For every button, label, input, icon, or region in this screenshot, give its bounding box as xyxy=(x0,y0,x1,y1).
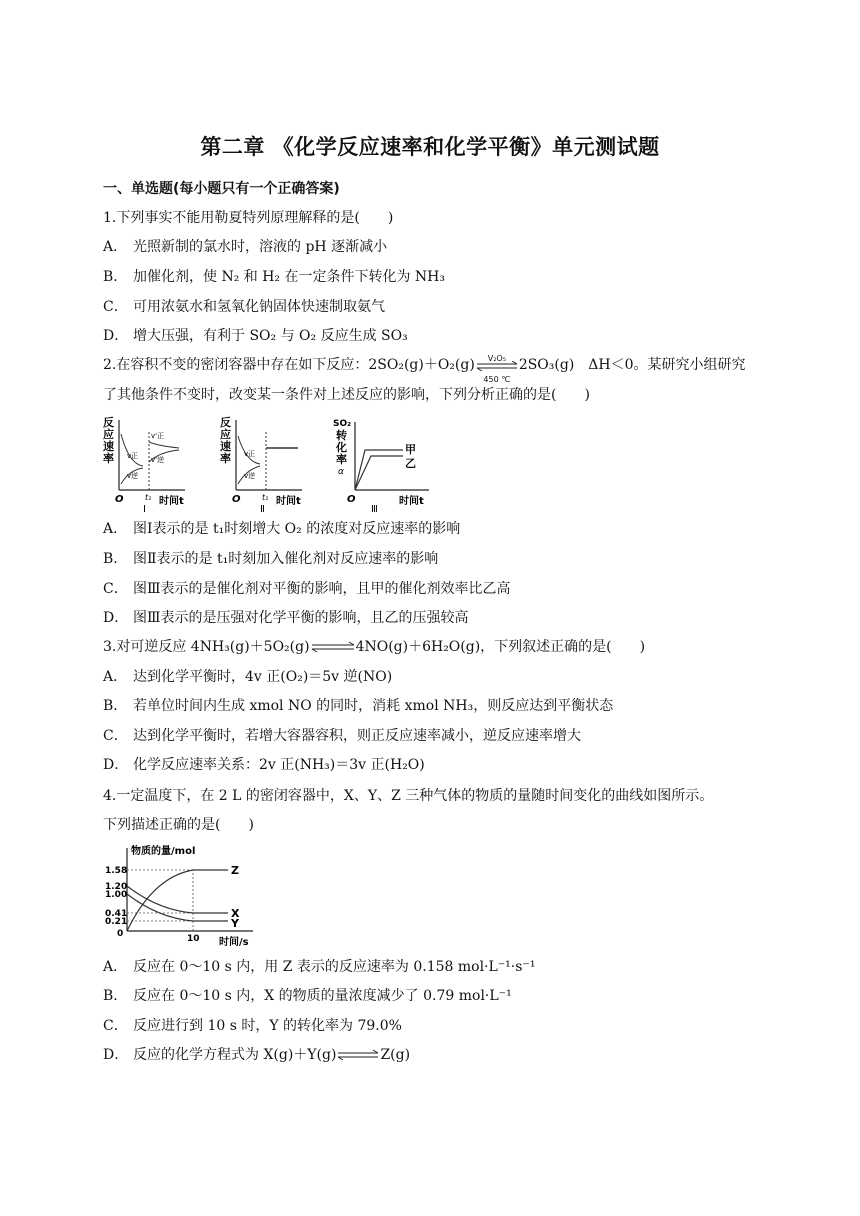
y-label-char: 化 xyxy=(336,441,347,454)
y-label-char: 率 xyxy=(336,453,347,466)
figure-4-amount-vs-time xyxy=(103,842,263,947)
option-text: 化学反应速率关系：2v 正(NH₃)＝3v 正(H₂O) xyxy=(133,757,425,773)
option-text: 图Ⅰ表示的是 t₁时刻增大 O₂ 的浓度对反应速率的影响 xyxy=(133,521,461,537)
temperature-label: 450 ℃ xyxy=(483,375,511,384)
option-label: D． xyxy=(103,328,129,344)
q3-stem xyxy=(103,637,645,657)
option-label: D． xyxy=(103,757,129,773)
y-tick-label: 0.21 xyxy=(105,917,128,927)
option-text: 增大压强，有利于 SO₂ 与 O₂ 反应生成 SO₃ xyxy=(133,328,408,344)
option-text: 达到化学平衡时，若增大容器容积，则正反应速率减小，逆反应速率增大 xyxy=(133,728,581,744)
curve-x xyxy=(127,886,228,913)
q1-option-c xyxy=(103,297,385,317)
y-label-char: 速 xyxy=(220,440,231,453)
option-label: C． xyxy=(103,728,128,744)
option-text: 图Ⅲ表示的是催化剂对平衡的影响，且甲的催化剂效率比乙高 xyxy=(133,581,511,597)
curve-z xyxy=(127,870,228,931)
series-z-label: Z xyxy=(231,864,239,877)
reversible-arrow-with-catalyst xyxy=(475,354,519,384)
option-text: 反应进行到 10 s 时，Y 的转化率为 79.0% xyxy=(133,1018,402,1034)
option-text: 图Ⅱ表示的是 t₁时刻加入催化剂对反应速率的影响 xyxy=(133,551,439,567)
page-title: 第二章 《化学反应速率和化学平衡》单元测试题 xyxy=(200,135,660,159)
option-text: 光照新制的氯水时，溶液的 pH 逐渐减小 xyxy=(133,239,388,255)
q1-option-d xyxy=(103,326,408,346)
figure-number: Ⅲ xyxy=(371,504,378,512)
curve-y xyxy=(127,894,228,921)
q2-option-c xyxy=(103,579,511,599)
y-label-char: 反 xyxy=(103,416,114,429)
option-label: A． xyxy=(103,959,128,975)
q4-option-b xyxy=(103,986,512,1006)
equilibrium-arrow-icon xyxy=(336,1049,380,1061)
option-text: 反应的化学方程式为 X(g)＋Y(g) xyxy=(133,1047,337,1063)
option-label: B． xyxy=(103,551,128,567)
y-label-char: 应 xyxy=(220,428,231,441)
q4-option-d xyxy=(103,1045,410,1065)
y-tick-label: 0.41 xyxy=(105,909,128,919)
series-jia-label: 甲 xyxy=(405,443,416,456)
option-text: 加催化剂，使 N₂ 和 H₂ 在一定条件下转化为 NH₃ xyxy=(133,269,446,285)
y-label-char: 率 xyxy=(103,452,114,465)
t1-label: t₁ xyxy=(262,493,269,502)
x-axis-label: 时间t xyxy=(276,496,301,507)
series-x-label: X xyxy=(231,907,240,920)
v-reverse-label: v逆 xyxy=(244,472,256,480)
origin-label: O xyxy=(232,494,241,505)
q4-option-a xyxy=(103,957,535,977)
figure-number: Ⅱ xyxy=(260,504,265,512)
q2-option-b xyxy=(103,549,438,569)
catalyst-label: V₂O₅ xyxy=(487,354,506,363)
option-text: 若单位时间内生成 xmol NO 的同时，消耗 xmol NH₃，则反应达到平衡状态 xyxy=(133,698,614,714)
y-label-char: SO₂ xyxy=(333,419,352,429)
x-axis-label: 时间t xyxy=(159,496,184,507)
y-label-char: 应 xyxy=(103,428,114,441)
y-tick-label: 1.58 xyxy=(105,866,128,876)
q2-stem-line2: 了其他条件不变时，改变某一条件对上述反应的影响，下列分析正确的是( ) xyxy=(103,387,590,403)
v-reverse-label: v逆 xyxy=(127,472,139,480)
x-axis-label: 时间/s xyxy=(219,937,249,947)
equilibrium-arrow-icon xyxy=(310,641,356,653)
v-forward-new-label: v'正 xyxy=(151,432,165,440)
t1-label: t₁ xyxy=(145,493,152,502)
v-reverse-new-label: v'逆 xyxy=(151,456,165,464)
origin-label: O xyxy=(347,494,356,505)
y-tick-label: 1.00 xyxy=(105,890,128,900)
q1-stem: 1.下列事实不能用勒夏特列原理解释的是( ) xyxy=(103,210,394,226)
option-label: A． xyxy=(103,239,128,255)
option-label: A． xyxy=(103,669,128,685)
figure-3 xyxy=(333,412,433,512)
q4-stem-line2: 下列描述正确的是( ) xyxy=(103,817,254,833)
option-label: D． xyxy=(103,610,129,626)
x-tick-label: 10 xyxy=(187,934,200,944)
y-tick-label: 0 xyxy=(117,929,124,939)
y-label-char: 反 xyxy=(220,416,231,429)
y-label-char: α xyxy=(338,467,344,477)
y-axis-label: 物质的量/mol xyxy=(131,846,196,857)
q2-stem-part-b: 2SO₃(g) ΔH＜0。某研究小组研究 xyxy=(518,357,746,373)
q3-option-b xyxy=(103,696,613,716)
option-label: C． xyxy=(103,1018,128,1034)
q2-stem-line1 xyxy=(103,354,746,384)
figure-number: Ⅰ xyxy=(143,504,146,512)
option-text: 可用浓氨水和氢氧化钠固体快速制取氨气 xyxy=(133,299,385,315)
q2-option-d xyxy=(103,608,469,628)
y-label-char: 转 xyxy=(336,429,347,442)
series-y-label: Y xyxy=(231,917,239,930)
option-text: 反应在 0～10 s 内，X 的物质的量浓度减少了 0.79 mol·L⁻¹ xyxy=(133,988,512,1004)
section-heading: 一、单选题(每小题只有一个正确答案) xyxy=(103,181,340,197)
option-label: C． xyxy=(103,581,128,597)
q1-option-b xyxy=(103,267,445,287)
option-label: B． xyxy=(103,698,128,714)
q2-stem-part-a: 2.在容积不变的密闭容器中存在如下反应：2SO₂(g)＋O₂(g) xyxy=(103,357,475,373)
option-text: 达到化学平衡时，4v 正(O₂)＝5v 逆(NO) xyxy=(133,669,393,685)
q3-stem-part-a: 3.对可逆反应 4NH₃(g)＋5O₂(g) xyxy=(103,639,310,655)
v-forward-label: v正 xyxy=(127,452,139,460)
y-label-char: 速 xyxy=(103,440,114,453)
q4-stem-line1: 4.一定温度下，在 2 L 的密闭容器中，X、Y、Z 三种气体的物质的量随时间变化的曲线如图所示。 xyxy=(103,788,714,804)
y-label-char: 率 xyxy=(220,452,231,465)
option-text: 反应在 0～10 s 内，用 Z 表示的反应速率为 0.158 mol·L⁻¹·s⁻¹ xyxy=(133,959,536,975)
q3-option-d xyxy=(103,755,425,775)
y-tick-label: 1.20 xyxy=(105,882,128,892)
option-label: B． xyxy=(103,269,128,285)
q3-option-c xyxy=(103,726,581,746)
x-axis-label: 时间t xyxy=(399,496,424,507)
option-label: B． xyxy=(103,988,128,1004)
q2-option-a xyxy=(103,519,460,539)
q4-option-c xyxy=(103,1016,402,1036)
origin-label: O xyxy=(115,494,124,505)
q3-option-a xyxy=(103,667,392,687)
series-yi-label: 乙 xyxy=(405,457,416,470)
option-label: C． xyxy=(103,299,128,315)
figure-1 xyxy=(103,412,188,512)
v-forward-label: v正 xyxy=(244,450,256,458)
option-label: A． xyxy=(103,521,128,537)
v-forward-new-curve xyxy=(149,442,179,448)
figure-2 xyxy=(220,412,305,512)
option-label: D． xyxy=(103,1047,129,1063)
option-text-tail: Z(g) xyxy=(380,1047,411,1063)
q1-option-a xyxy=(103,237,387,257)
q3-stem-part-b: 4NO(g)＋6H₂O(g)，下列叙述正确的是( ) xyxy=(355,639,646,655)
v-forward-curve xyxy=(121,434,143,466)
option-text: 图Ⅲ表示的是压强对化学平衡的影响，且乙的压强较高 xyxy=(133,610,469,626)
